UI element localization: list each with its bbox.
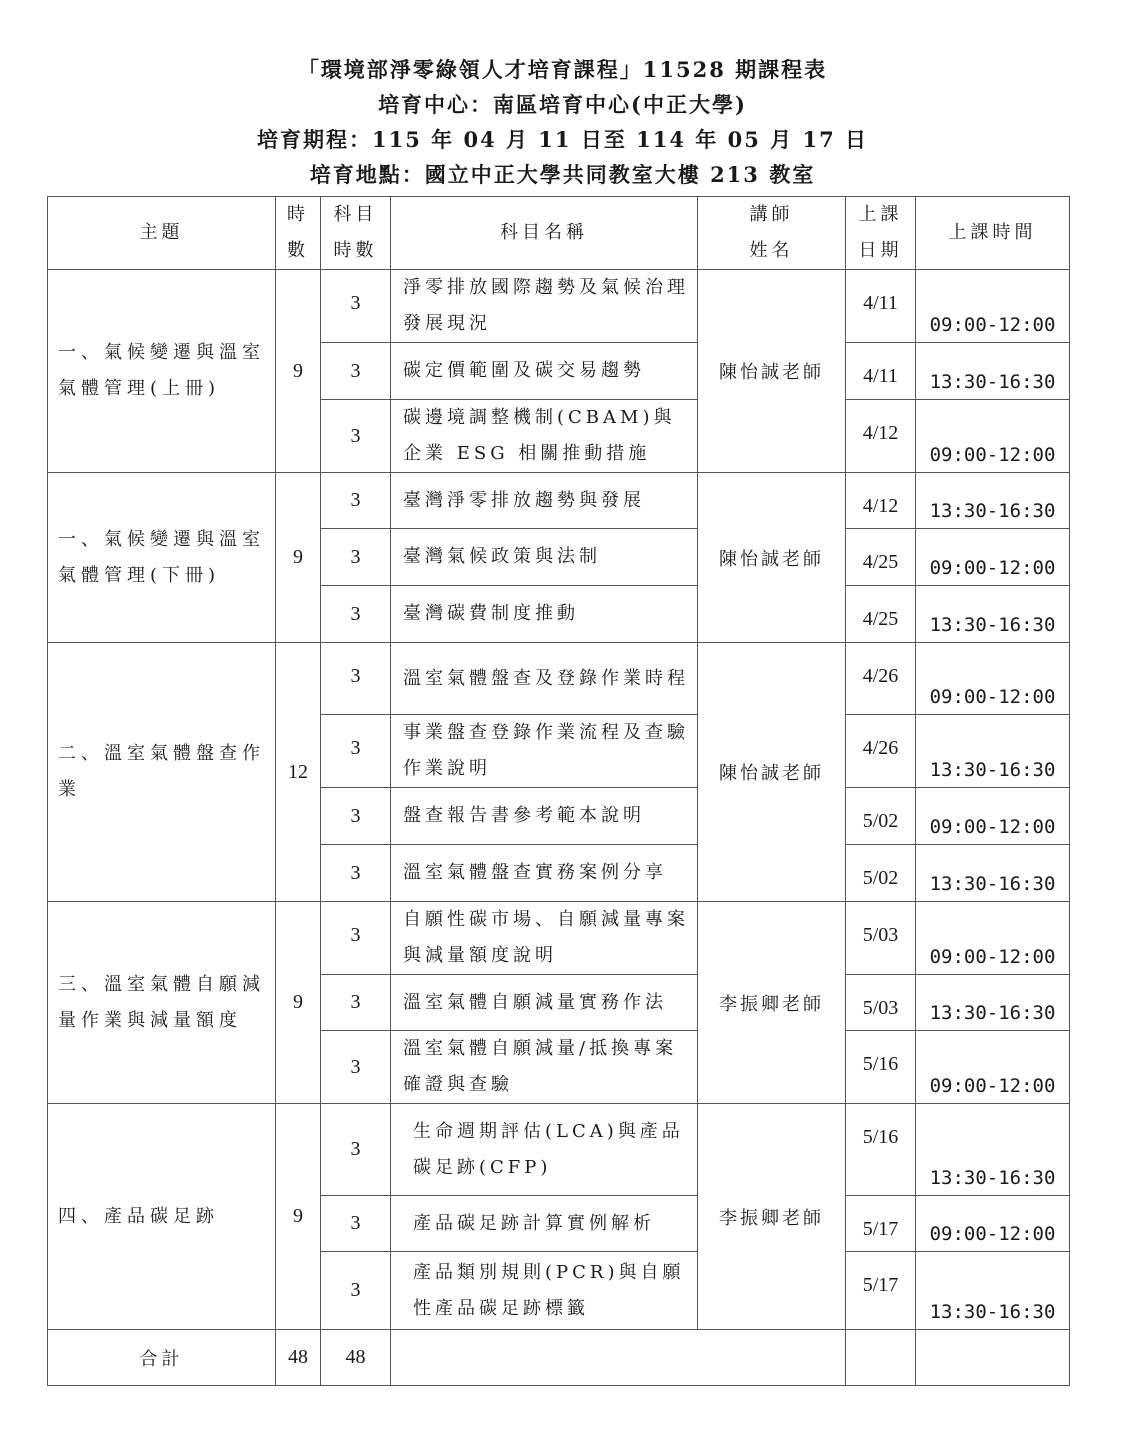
hours-cell: 9: [276, 1104, 321, 1330]
col-header-teacher-line2: 姓名: [749, 240, 794, 261]
subject-name-cell: 碳邊境調整機制(CBAM)與企業 ESG 相關推動措施: [391, 400, 698, 473]
subject-name-cell: 生命週期評估(LCA)與產品碳足跡(CFP): [391, 1104, 698, 1196]
subject-name-cell: 產品類別規則(PCR)與自願性產品碳足跡標籤: [391, 1252, 698, 1330]
date-cell: 5/03: [846, 902, 916, 975]
col-header-subject-name: 科目名稱: [391, 197, 698, 270]
time-cell: 13:30-16:30: [916, 1104, 1070, 1196]
subject-hours-cell: 3: [321, 1031, 391, 1104]
time-cell: 13:30-16:30: [916, 975, 1070, 1031]
subject-hours-cell: 3: [321, 1252, 391, 1330]
date-cell: 4/12: [846, 473, 916, 529]
subject-hours-cell: 3: [321, 400, 391, 473]
subject-hours-cell: 3: [321, 975, 391, 1031]
teacher-cell: 陳怡誠老師: [698, 473, 846, 643]
table-row: [48, 643, 1070, 715]
document-title: 「環境部淨零綠領人才培育課程」11528 期課程表: [297, 57, 828, 82]
time-cell: 13:30-16:30: [916, 343, 1070, 400]
hours-cell: 12: [276, 643, 321, 902]
col-header-date-line2: 日期: [858, 240, 903, 261]
total-empty-time: [916, 1330, 1070, 1386]
col-header-hours-line2: 數: [287, 240, 309, 261]
subject-name-cell: 臺灣氣候政策與法制: [391, 529, 698, 586]
time-cell: 09:00-12:00: [916, 902, 1070, 975]
col-header-hours: [276, 197, 321, 270]
teacher-cell: 李振卿老師: [698, 1104, 846, 1330]
subject-name-cell: 溫室氣體自願減量實務作法: [391, 975, 698, 1031]
subject-hours-cell: 3: [321, 1104, 391, 1196]
subject-name-cell: 事業盤查登錄作業流程及查驗作業說明: [391, 715, 698, 788]
subject-hours-cell: 3: [321, 715, 391, 788]
date-cell: 5/17: [846, 1252, 916, 1330]
subject-name-cell: 淨零排放國際趨勢及氣候治理發展現況: [391, 270, 698, 343]
table-row: [48, 270, 1070, 343]
subject-hours-cell: 3: [321, 586, 391, 643]
teacher-cell: 陳怡誠老師: [698, 270, 846, 473]
date-cell: 5/03: [846, 975, 916, 1031]
col-header-date: [846, 197, 916, 270]
time-cell: 13:30-16:30: [916, 586, 1070, 643]
subject-name-cell: 溫室氣體自願減量/抵換專案確證與查驗: [391, 1031, 698, 1104]
date-cell: 5/17: [846, 1196, 916, 1252]
table-row: [48, 1104, 1070, 1196]
date-cell: 4/12: [846, 400, 916, 473]
col-header-date-line1: 上課: [858, 204, 903, 225]
table-row: [48, 473, 1070, 529]
hours-cell: 9: [276, 270, 321, 473]
date-cell: 4/11: [846, 270, 916, 343]
subject-hours-cell: 3: [321, 529, 391, 586]
date-cell: 5/16: [846, 1104, 916, 1196]
subject-name-cell: 臺灣碳費制度推動: [391, 586, 698, 643]
time-cell: 13:30-16:30: [916, 473, 1070, 529]
subject-name-cell: 盤查報告書參考範本說明: [391, 788, 698, 845]
hours-cell: 9: [276, 473, 321, 643]
subject-hours-cell: 3: [321, 845, 391, 902]
training-location: 培育地點：國立中正大學共同教室大樓 213 教室: [309, 162, 816, 187]
subject-name-cell: 碳定價範圍及碳交易趨勢: [391, 343, 698, 400]
col-header-hours-line1: 時: [287, 204, 309, 225]
subject-name-cell: 產品碳足跡計算實例解析: [391, 1196, 698, 1252]
col-header-subject-hours-line1: 科目: [333, 204, 378, 225]
time-cell: 09:00-12:00: [916, 788, 1070, 845]
subject-hours-cell: 3: [321, 788, 391, 845]
subject-hours-cell: 3: [321, 343, 391, 400]
date-cell: 4/25: [846, 586, 916, 643]
topic-cell: 一、氣候變遷與溫室氣體管理(上冊): [48, 270, 276, 473]
date-cell: 4/11: [846, 343, 916, 400]
total-row: [48, 1330, 1070, 1386]
total-empty-subject-teacher: [391, 1330, 846, 1386]
subject-hours-cell: 3: [321, 643, 391, 715]
col-header-time: 上課時間: [916, 197, 1070, 270]
total-empty-date: [846, 1330, 916, 1386]
training-period: 培育期程：115 年 04 月 11 日至 114 年 05 月 17 日: [257, 127, 868, 152]
topic-cell: 四、產品碳足跡: [48, 1104, 276, 1330]
training-center: 培育中心：南區培育中心(中正大學): [378, 92, 747, 117]
time-cell: 09:00-12:00: [916, 1196, 1070, 1252]
document-header: [0, 52, 1125, 192]
table-header-row: [48, 197, 1070, 270]
total-hours: 48: [276, 1330, 321, 1386]
date-cell: 4/26: [846, 715, 916, 788]
teacher-cell: 李振卿老師: [698, 902, 846, 1104]
col-header-teacher-line1: 講師: [749, 204, 794, 225]
subject-hours-cell: 3: [321, 902, 391, 975]
time-cell: 09:00-12:00: [916, 1031, 1070, 1104]
topic-cell: 一、氣候變遷與溫室氣體管理(下冊): [48, 473, 276, 643]
date-cell: 4/26: [846, 643, 916, 715]
subject-hours-cell: 3: [321, 473, 391, 529]
col-header-topic: 主題: [48, 197, 276, 270]
time-cell: 09:00-12:00: [916, 529, 1070, 586]
time-cell: 09:00-12:00: [916, 270, 1070, 343]
subject-hours-cell: 3: [321, 270, 391, 343]
date-cell: 5/16: [846, 1031, 916, 1104]
date-cell: 4/25: [846, 529, 916, 586]
col-header-subject-hours-line2: 時數: [333, 240, 378, 261]
time-cell: 13:30-16:30: [916, 845, 1070, 902]
teacher-cell: 陳怡誠老師: [698, 643, 846, 902]
course-schedule-table: [47, 196, 1070, 1386]
col-header-teacher: [698, 197, 846, 270]
time-cell: 13:30-16:30: [916, 715, 1070, 788]
col-header-subject-hours: [321, 197, 391, 270]
time-cell: 09:00-12:00: [916, 643, 1070, 715]
date-cell: 5/02: [846, 845, 916, 902]
time-cell: 13:30-16:30: [916, 1252, 1070, 1330]
table-row: [48, 902, 1070, 975]
date-cell: 5/02: [846, 788, 916, 845]
subject-name-cell: 自願性碳市場、自願減量專案與減量額度說明: [391, 902, 698, 975]
total-label: 合計: [48, 1330, 276, 1386]
time-cell: 09:00-12:00: [916, 400, 1070, 473]
hours-cell: 9: [276, 902, 321, 1104]
total-subject-hours: 48: [321, 1330, 391, 1386]
topic-cell: 三、溫室氣體自願減量作業與減量額度: [48, 902, 276, 1104]
subject-name-cell: 溫室氣體盤查實務案例分享: [391, 845, 698, 902]
subject-name-cell: 溫室氣體盤查及登錄作業時程: [391, 643, 698, 715]
subject-hours-cell: 3: [321, 1196, 391, 1252]
subject-name-cell: 臺灣淨零排放趨勢與發展: [391, 473, 698, 529]
topic-cell: 二、溫室氣體盤查作業: [48, 643, 276, 902]
